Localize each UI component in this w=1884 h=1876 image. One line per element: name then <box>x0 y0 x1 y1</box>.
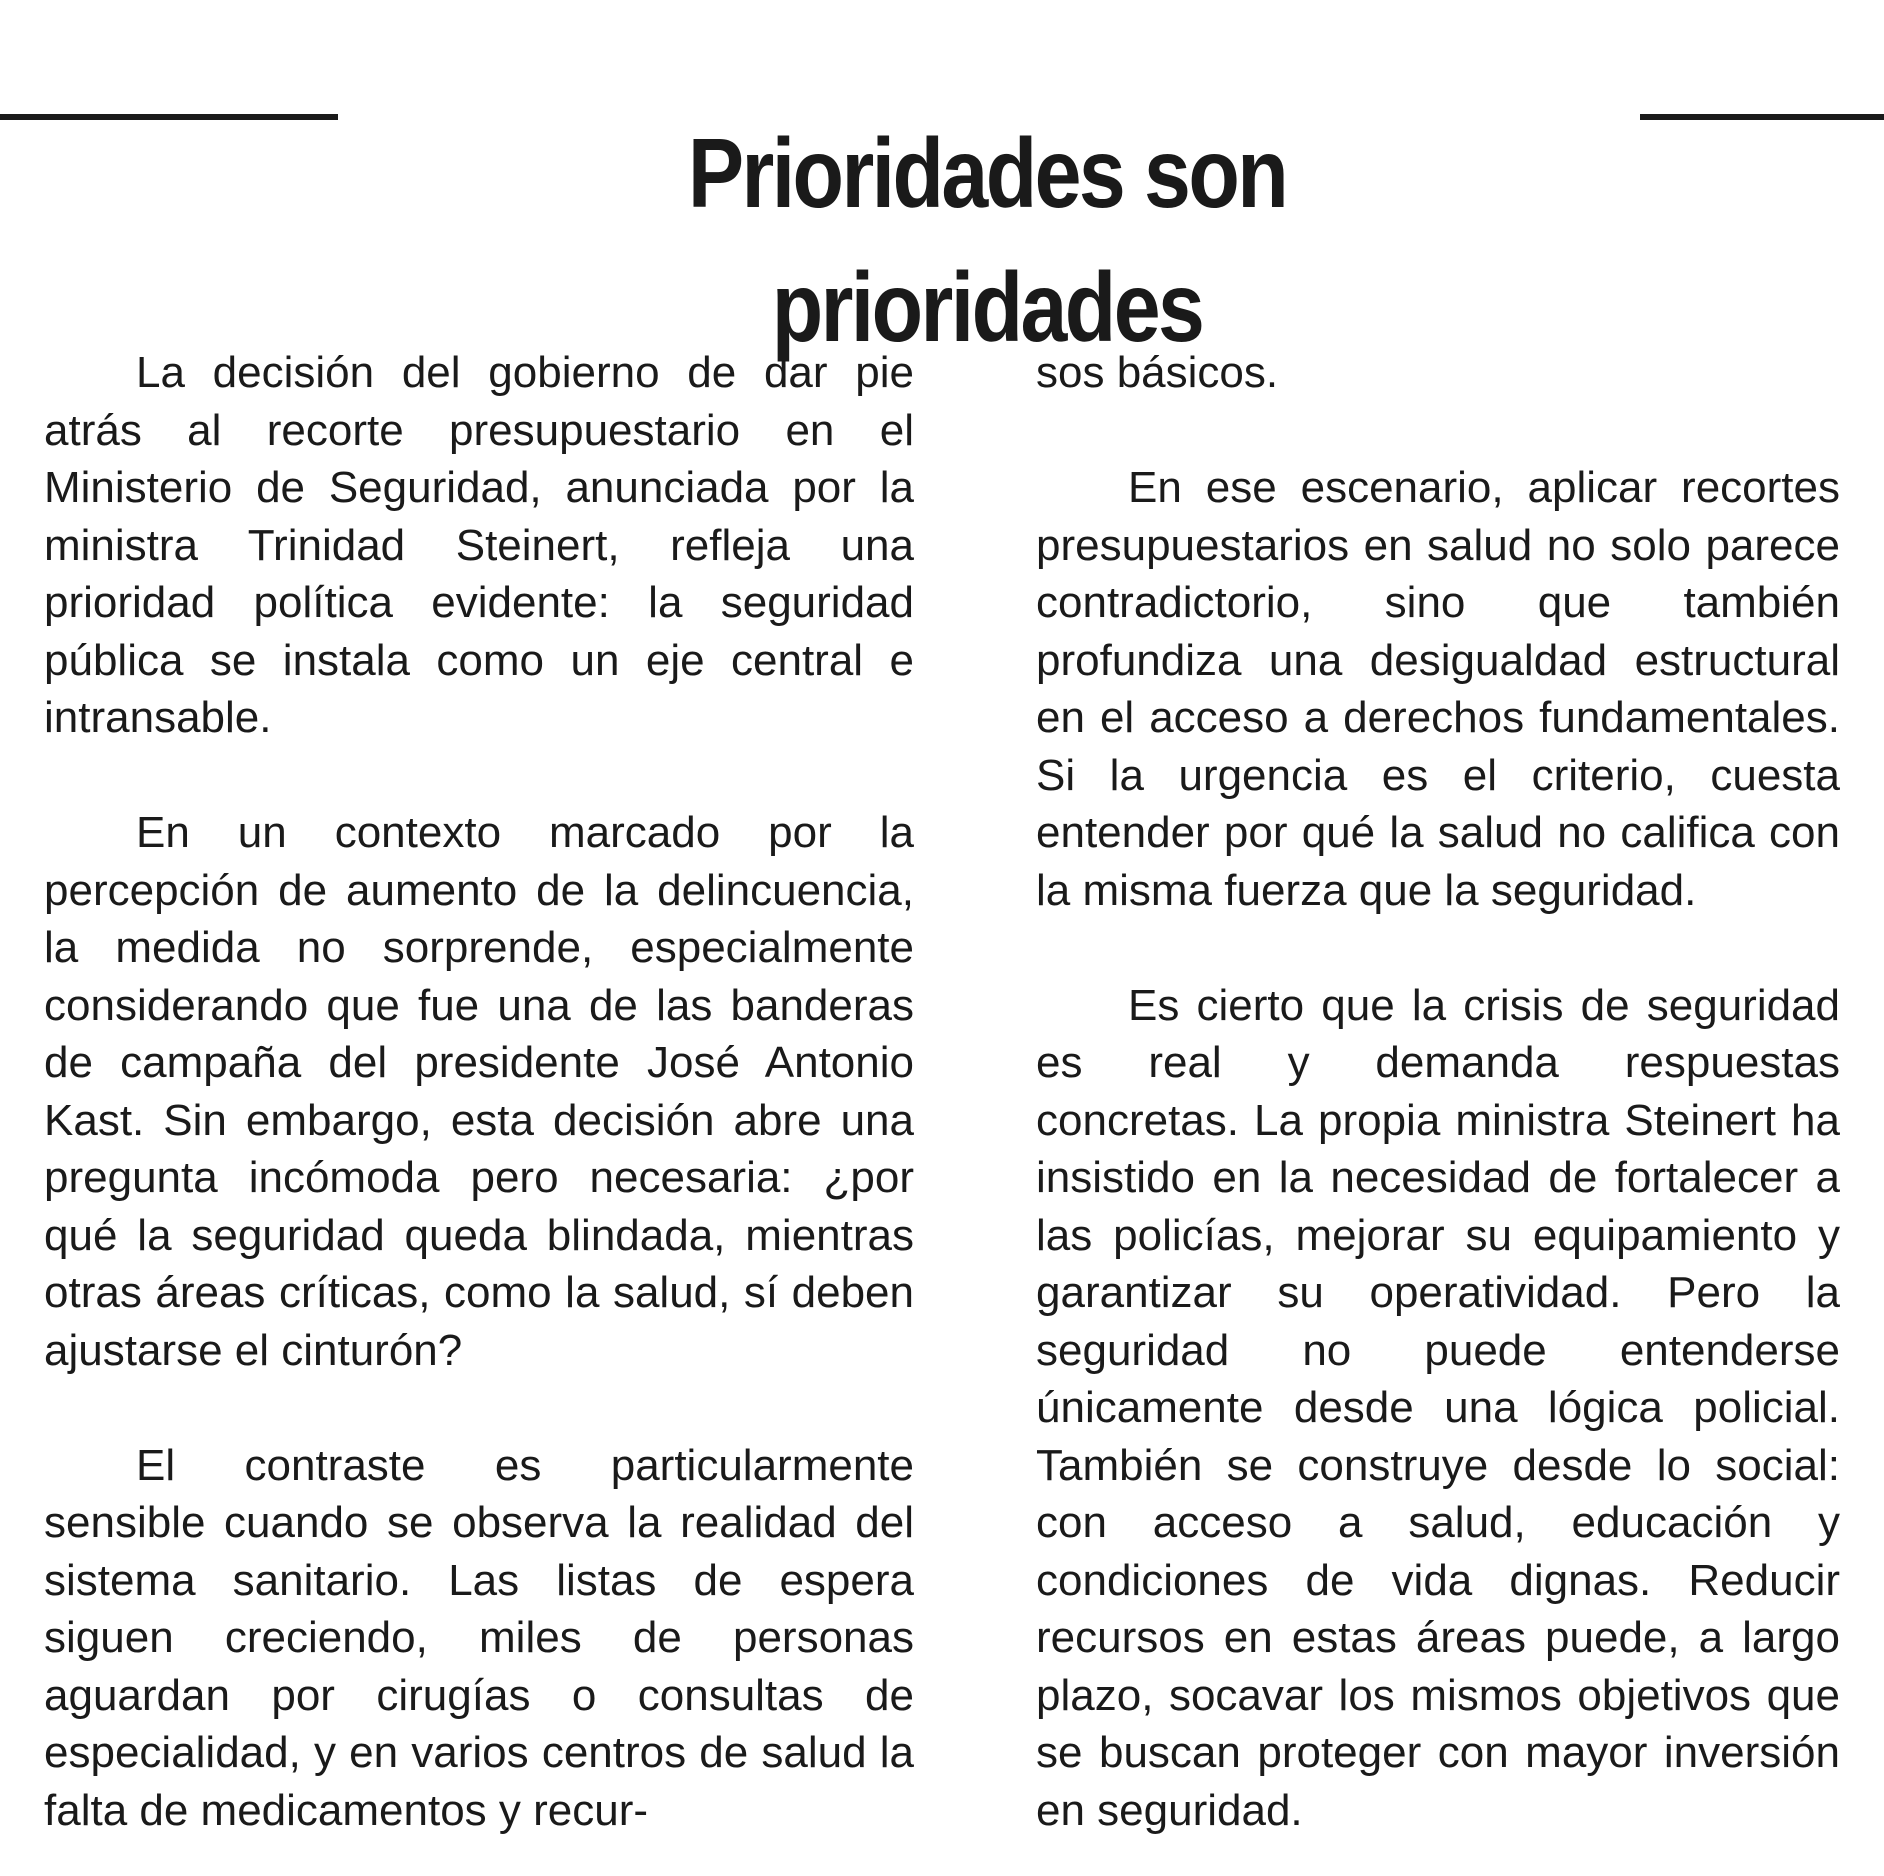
paragraph-4: En ese escenario, aplicar recortes presupuestarios en salud no solo parece contradictorio, sino que también profundiza una desigualdad estructural en el acceso a derechos fundamentales. Si la urgencia es el criterio, cuesta entender por qué la salud no califica con la misma fuerza que la seguridad. <box>1036 463 1840 915</box>
right-column <box>1036 344 1840 1839</box>
headline-line-1: Prioridades son <box>687 117 1287 228</box>
paragraph-2: En un contexto marcado por la percepción de aumento de la delincuencia, la medida no sorprende, especialmente considerando que fue una de las banderas de campaña del presidente José Antonio Kast. Sin embargo, esta decisión abre una pregunta incómoda pero necesaria: ¿por qué la seguridad queda blindada, mientras otras áreas críticas, como la salud, sí deben ajustarse el cinturón? <box>44 808 914 1375</box>
paragraph-3-continued: sos básicos. <box>1036 348 1279 397</box>
left-column <box>44 344 914 1839</box>
headline-line-2: prioridades <box>771 251 1203 362</box>
paragraph-1: La decisión del gobierno de dar pie atrás al recorte presupuestario en el Ministerio de Seguridad, anunciada por la ministra Trinidad Steinert, refleja una prioridad política evidente: la seguridad pública se instala como un eje central e intransable. <box>44 348 914 742</box>
article-headline <box>138 106 1836 374</box>
paragraph-3: El contraste es particularmente sensible cuando se observa la realidad del sistema sanitario. Las listas de espera siguen creciendo, miles de personas aguardan por cirugías o consultas de especialidad, y en varios centros de salud la falta de medicamentos y recur- <box>44 1440 914 1835</box>
paragraph-5: Es cierto que la crisis de seguridad es real y demanda respuestas concretas. La propia ministra Steinert ha insistido en la necesidad de fortalecer a las policías, mejorar su equipamiento y garantizar su operatividad. Pero la seguridad no puede entenderse únicamente desde una lógica policial. También se construye desde lo social: con acceso a salud, educación y condiciones de vida dignas. Reducir recursos en estas áreas puede, a largo plazo, socavar los mismos objetivos que se buscan proteger con mayor inversión en seguridad. <box>1036 980 1840 1835</box>
